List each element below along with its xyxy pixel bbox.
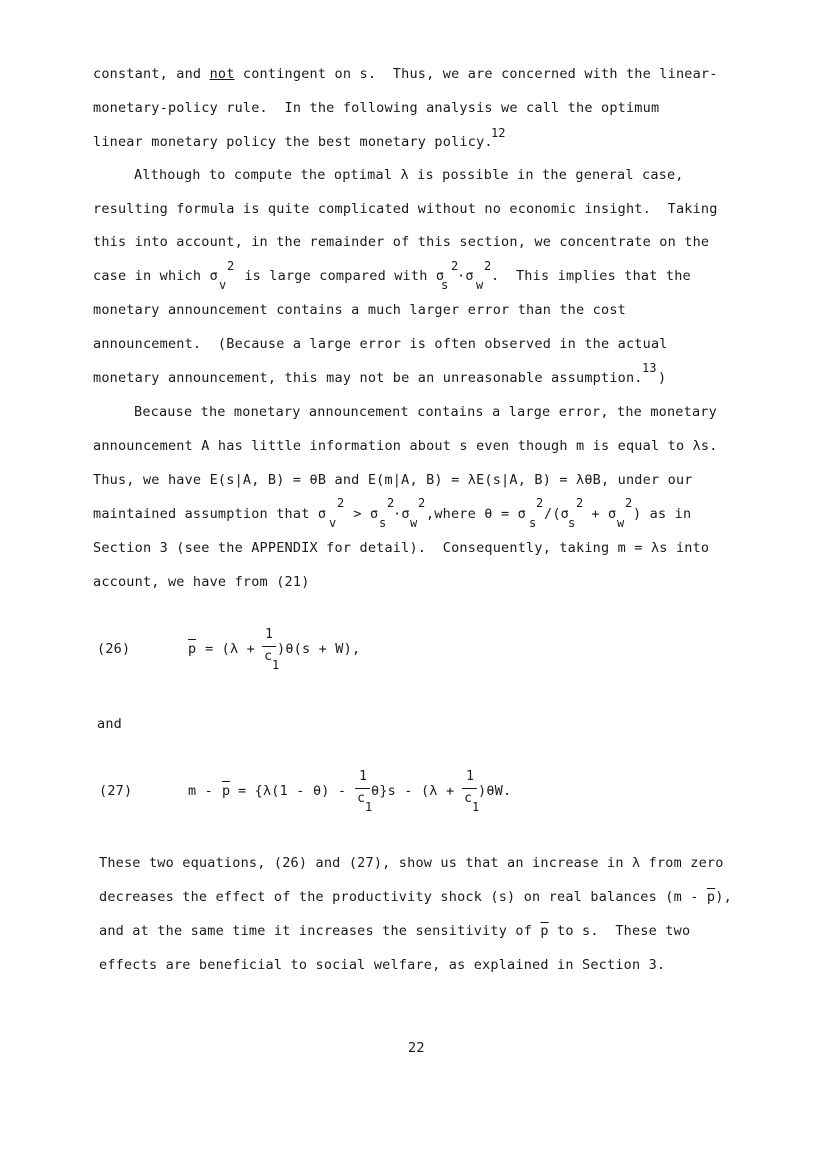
paragraph-3-line-3: Thus, we have E(s|A, B) = θB and E(m|A, B) = λE(s|A, B) = λθB, under our	[93, 472, 693, 488]
fraction-numerator: 1	[265, 627, 273, 642]
superscript-2: 2	[418, 496, 426, 510]
subscript-w: w	[476, 278, 484, 292]
subscript-w: w	[410, 516, 418, 530]
paragraph-3-line-4b: > σ	[345, 506, 379, 522]
superscript-2: 2	[536, 496, 544, 510]
fraction-bar	[462, 788, 477, 789]
text-segment: to s. These two	[548, 923, 691, 939]
superscript-2: 2	[576, 496, 584, 510]
paragraph-2-line-1: Although to compute the optimal λ is possible in the general case,	[134, 167, 684, 183]
paragraph-3-line-4e: /(σ	[544, 506, 569, 522]
fraction-numerator: 1	[359, 769, 367, 784]
equation-26-part-a: = (λ +	[205, 641, 255, 657]
equation-26-part-b: )θ(s + W),	[277, 641, 361, 657]
equation-27-part-b: θ}s - (λ +	[371, 783, 455, 799]
fraction-denominator: c	[357, 791, 365, 806]
paragraph-3-line-6: account, we have from (21)	[93, 574, 310, 590]
superscript-2: 2	[484, 259, 492, 273]
superscript-2: 2	[387, 496, 395, 510]
subscript-s: s	[529, 516, 537, 530]
connector-and: and	[97, 716, 122, 732]
text-segment: constant, and	[93, 66, 210, 82]
equation-27-number: (27)	[99, 783, 133, 799]
subscript-v: v	[329, 516, 337, 530]
subscript-1: 1	[365, 800, 373, 814]
paragraph-1-line-2: monetary-policy rule. In the following analysis we call the optimum	[93, 100, 660, 116]
superscript-2: 2	[625, 496, 633, 510]
subscript-w: w	[617, 516, 625, 530]
p-bar: $\overline{p}$	[706, 889, 716, 905]
paragraph-2-line-6: announcement. (Because a large error is often observed in the actual	[93, 336, 668, 352]
equation-26-lhs: p	[188, 641, 197, 657]
fraction-bar	[355, 788, 370, 789]
paragraph-3-line-4d: ,where θ = σ	[426, 506, 526, 522]
text-segment: contingent on s. Thus, we are concerned with the linear-	[234, 66, 718, 82]
fraction-denominator: c	[264, 649, 272, 664]
p-bar: $\overline{p}$	[540, 923, 549, 939]
subscript-s: s	[441, 278, 449, 292]
paragraph-2-line-5: monetary announcement contains a much larger error than the cost	[93, 302, 626, 318]
equation-26-number: (26)	[97, 641, 131, 657]
equation-27-part-c: )θW.	[478, 783, 512, 799]
subscript-s: s	[379, 516, 387, 530]
subscript-1: 1	[472, 800, 480, 814]
paragraph-2-line-3: this into account, in the remainder of this section, we concentrate on the	[93, 234, 710, 250]
equation-27-lhs-p: p	[222, 783, 231, 799]
paragraph-2-line-4a: case in which σ	[93, 268, 218, 284]
equation-27-lhs-a: m -	[188, 783, 213, 799]
paragraph-3-line-5: Section 3 (see the APPENDIX for detail). Consequently, taking m = λs into	[93, 540, 710, 556]
paragraph-3-line-1: Because the monetary announcement contains a large error, the monetary	[134, 404, 717, 420]
closing-paren: )	[658, 370, 667, 386]
paragraph-1-line-1	[93, 66, 718, 82]
paragraph-2-line-7: monetary announcement, this may not be an unreasonable assumption.	[93, 370, 643, 386]
page-number: 22	[408, 1040, 425, 1056]
fraction-denominator: c	[464, 791, 472, 806]
superscript-2: 2	[451, 259, 459, 273]
text-segment: ),	[715, 889, 732, 905]
paragraph-2-line-2: resulting formula is quite complicated without no economic insight. Taking	[93, 201, 718, 217]
equation-27-part-a: = {λ(1 - θ) -	[238, 783, 347, 799]
paragraph-2-line-4d: . This implies that the	[491, 268, 691, 284]
superscript-2: 2	[227, 259, 235, 273]
footnote-marker-12: 12	[491, 126, 506, 140]
paragraph-3-line-4f: + σ	[583, 506, 617, 522]
paragraph-4-line-4: effects are beneficial to social welfare, as explained in Section 3.	[99, 957, 666, 973]
subscript-v: v	[219, 278, 227, 292]
paragraph-2-line-4b: is large compared with σ	[236, 268, 445, 284]
overbar	[188, 639, 196, 640]
underlined-word: not	[209, 66, 235, 82]
paragraph-4-line-1: These two equations, (26) and (27), show us that an increase in λ from zero	[99, 855, 724, 871]
overbar	[222, 781, 230, 782]
superscript-2: 2	[337, 496, 345, 510]
paragraph-3-line-4g: ) as in	[633, 506, 692, 522]
paragraph-3-line-4c: ·σ	[393, 506, 410, 522]
fraction-numerator: 1	[466, 769, 474, 784]
text-segment: and at the same time it increases the sensitivity of	[99, 923, 541, 939]
subscript-s: s	[568, 516, 576, 530]
subscript-1: 1	[272, 658, 280, 672]
paragraph-4-line-2	[99, 889, 732, 905]
fraction-bar	[262, 646, 276, 647]
footnote-marker-13: 13	[642, 361, 657, 375]
paragraph-3-line-2: announcement A has little information about s even though m is equal to λs.	[93, 438, 718, 454]
paragraph-4-line-3	[99, 923, 690, 939]
paragraph-3-line-4a: maintained assumption that σ	[93, 506, 327, 522]
paragraph-1-line-3: linear monetary policy the best monetary policy.	[93, 134, 493, 150]
text-segment: decreases the effect of the productivity shock (s) on real balances (m -	[99, 889, 707, 905]
paragraph-2-line-4c: ·σ	[457, 268, 474, 284]
